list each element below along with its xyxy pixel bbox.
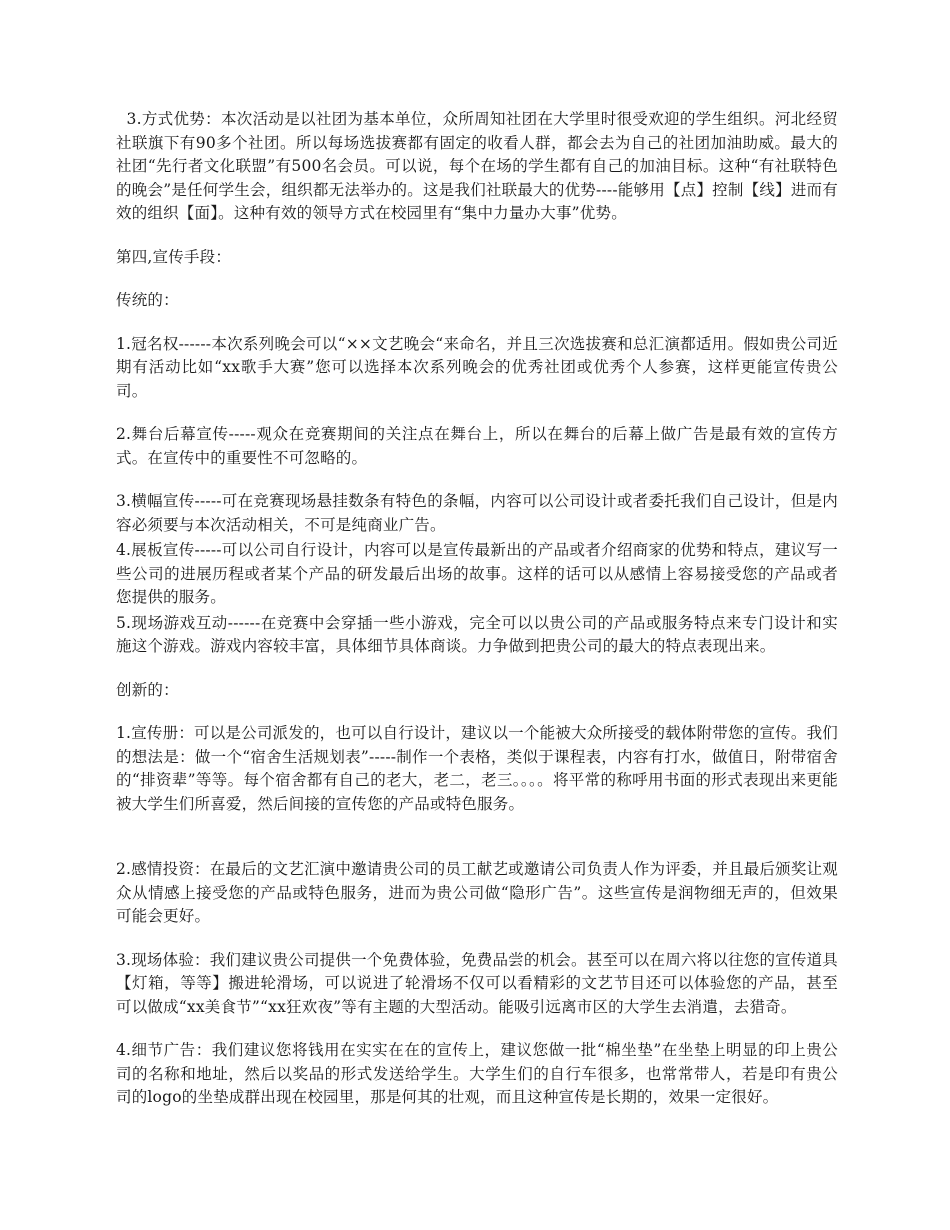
document-body (116, 108, 838, 1110)
subheading-innovative: 创新的： (116, 680, 179, 699)
paragraph-onsite-experience: 3.现场体验：我们建议贵公司提供一个免费体验，免费品尝的机会。甚至可以在周六将以往您的宣传道具【灯箱，等等】搬进轮滑场，可以说进了轮滑场不仅可以看精彩的文艺节目还可以体验您的产品，甚至可以做成“xx美食节”“xx狂欢夜”等有主题的大型活动。能吸引远离市区的大学生去消遣，去猎奇。 (116, 950, 838, 1016)
paragraph-detail-advertising: 4.细节广告：我们建议您将钱用在实实在在的宣传上，建议您做一批“棉坐垫”在坐垫上明显的印上贵公司的名称和地址，然后以奖品的形式发送给学生。大学生们的自行车很多，也常常带人，若是印有贵公司的logo的坐垫成群出现在校园里，那是何其的壮观，而且这种宣传是长期的，效果一定很好。 (116, 1041, 838, 1106)
paragraph-emotional-investment: 2.感情投资：在最后的文艺汇演中邀请贵公司的员工献艺或邀请公司负责人作为评委，并且最后颁奖让观众从情感上接受您的产品或特色服务，进而为贵公司做“隐形广告”。这些宣传是润物细无声的，但效果可能会更好。 (116, 860, 838, 925)
paragraph-banner: 3.横幅宣传-----可在竞赛现场悬挂数条有特色的条幅，内容可以公司设计或者委托我们自己设计，但是内容必须要与本次活动相关，不可是纯商业广告。 (116, 492, 838, 534)
paragraph-method-advantage: 3.方式优势：本次活动是以社团为基本单位，众所周知社团在大学里时很受欢迎的学生组织。河北经贸社联旗下有90多个社团。所以每场选拔赛都有固定的收看人群，都会去为自己的社团加油助威。最大的社团“先行者文化联盟”有500名会员。可以说，每个在场的学生都有自己的加油目标。这种“有社联特色的晚会”是任何学生会，组织都无法举办的。这是我们社联最大的优势----能够用【点】控制【线】进而有效的组织【面】。这种有效的领导方式在校园里有“集中力量办大事”优势。 (116, 110, 838, 222)
paragraph-naming-rights: 1.冠名权------本次系列晚会可以“××文艺晚会“来命名，并且三次选拔赛和总汇演都适用。假如贵公司近期有活动比如“xx歌手大赛”您可以选择本次系列晚会的优秀社团或优秀个人参赛，这样更能宣传贵公司。 (116, 334, 838, 400)
paragraph-brochure: 1.宣传册：可以是公司派发的，也可以自行设计，建议以一个能被大众所接受的载体附带您的宣传。我们的想法是：做一个“宿舍生活规划表”-----制作一个表格，类似于课程表，内容有打水，做值日，附带宿舍的“排资辈”等等。每个宿舍都有自己的老大，老二，老三。。。。将平常的称呼用书面的形式表现出来更能被大学生们所喜爱，然后间接的宣传您的产品或特色服务。 (116, 724, 838, 813)
paragraph-stage-backdrop: 2.舞台后幕宣传-----观众在竞赛期间的关注点在舞台上，所以在舞台的后幕上做广告是最有效的宣传方式。在宣传中的重要性不可忽略的。 (116, 425, 838, 467)
paragraph-display-board: 4.展板宣传-----可以公司自行设计，内容可以是宣传最新出的产品或者介绍商家的优势和特点，建议写一些公司的进展历程或者某个产品的研发最后出场的故事。这样的话可以从感情上容易接受您的产品或者您提供的服务。 (116, 541, 838, 606)
section-heading-promotion: 第四,宣传手段： (116, 247, 232, 266)
subheading-traditional: 传统的： (116, 291, 179, 309)
paragraph-onsite-games: 5.现场游戏互动------在竞赛中会穿插一些小游戏，完全可以以贵公司的产品或服务特点来专门设计和实施这个游戏。游戏内容较丰富，具体细节具体商谈。力争做到把贵公司的最大的特点表现出来。 (116, 613, 838, 655)
